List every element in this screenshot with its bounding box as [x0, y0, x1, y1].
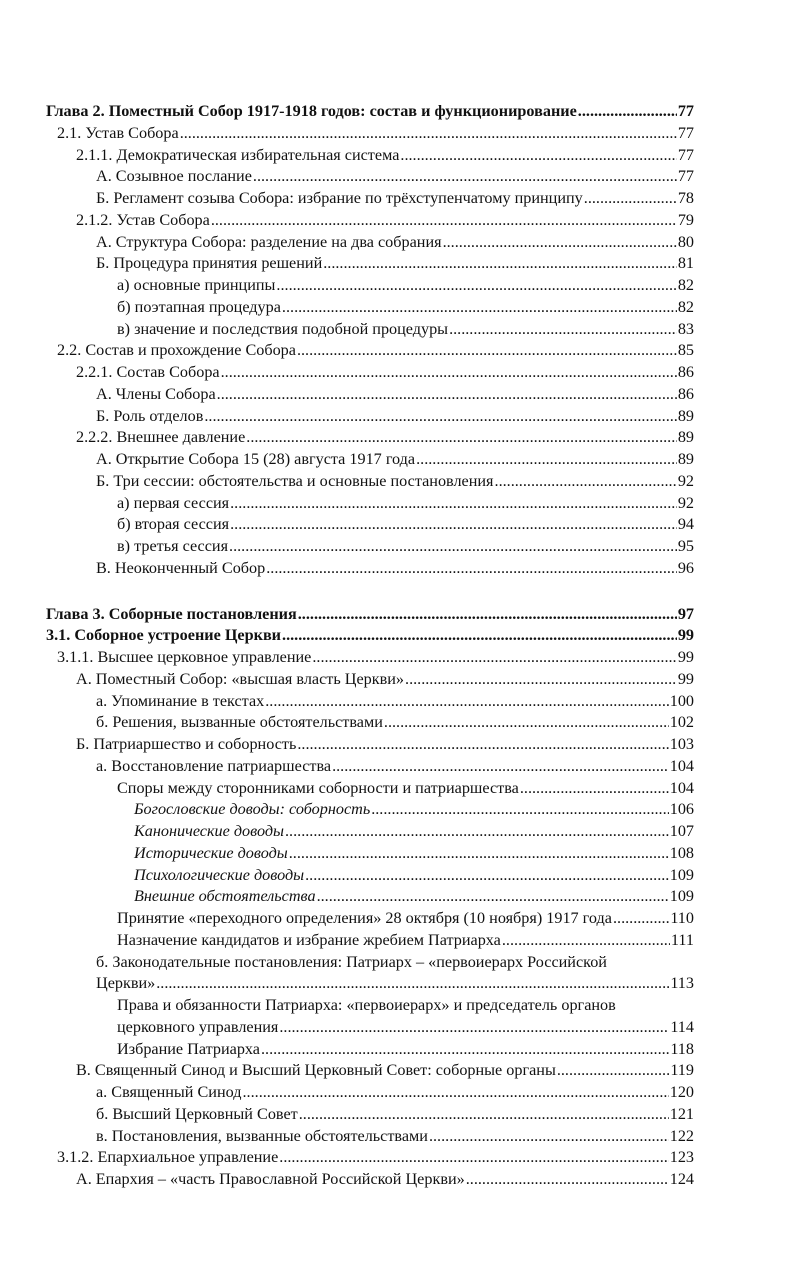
toc-entry-label: а) первая сессия [117, 493, 230, 512]
toc-entry-page: 113 [670, 974, 694, 993]
dot-leader [613, 908, 669, 930]
toc-entry [46, 319, 694, 341]
toc-entry [46, 691, 694, 713]
toc-entry-label-line2: церковного управления [117, 1017, 279, 1036]
toc-entry-page: 99 [677, 648, 694, 666]
dot-leader [243, 1082, 669, 1104]
toc-entry-label: 3.1.1. Высшее церковное управление [57, 648, 312, 666]
toc-entry-label: 3.1.2. Епархиальное управление [57, 1148, 279, 1167]
toc-entry-page: 99 [677, 669, 694, 688]
toc-entry-page: 104 [669, 778, 694, 797]
toc-entry-page: 77 [677, 145, 694, 164]
toc-entry-label: в) значение и последствия подобной процедуры [117, 319, 449, 338]
dot-leader [502, 930, 670, 952]
toc-entry-page: 83 [677, 319, 694, 338]
toc-entry-page: 92 [677, 471, 694, 490]
table-of-contents [46, 101, 694, 1191]
dot-leader [279, 1017, 669, 1039]
dot-leader [384, 712, 669, 734]
toc-entry-page: 119 [670, 1061, 694, 1080]
toc-entry-multiline [46, 952, 694, 996]
toc-entry-label: Б. Патриаршество и соборность [76, 735, 297, 753]
toc-entry-page: 114 [670, 1017, 694, 1036]
toc-entry-label: в) третья сессия [117, 537, 229, 555]
toc-entry [46, 253, 694, 275]
toc-entry-page: 99 [677, 626, 694, 645]
toc-entry-label: А. Созывное послание [96, 167, 252, 186]
toc-entry-label: Б. Три сессии: обстоятельства и основные постановления [96, 471, 494, 490]
toc-entry [46, 210, 694, 232]
toc-entry-label: б) вторая сессия [117, 515, 230, 534]
toc-entry-page: 110 [670, 909, 694, 927]
toc-entry-page: 100 [669, 691, 694, 710]
dot-leader [297, 340, 677, 362]
toc-entry-page: 94 [677, 515, 694, 534]
toc-entry-page: 77 [677, 123, 694, 142]
toc-entry [46, 843, 694, 865]
toc-entry-page: 92 [677, 493, 694, 512]
toc-entry [46, 188, 694, 210]
toc-entry [46, 101, 694, 123]
toc-entry-label: Б. Регламент созыва Собора: избрание по трёхступенчатому принципу [96, 189, 583, 207]
toc-entry-label: Б. Процедура принятия решений [96, 254, 323, 273]
dot-leader [323, 253, 677, 275]
toc-entry-label: Принятие «переходного определения» 28 октября (10 ноября) 1917 года [117, 909, 612, 927]
toc-entry [46, 1126, 694, 1148]
toc-entry-label: Глава 3. Соборные постановления [46, 604, 297, 623]
toc-entry-page: 109 [669, 865, 694, 884]
dot-leader [156, 973, 669, 995]
toc-entry-page: 81 [677, 254, 694, 273]
dot-leader [276, 275, 676, 297]
toc-entry-label-line1: Права и обязанности Патриарха: «первоиерарх» и председатель органов [117, 996, 616, 1014]
toc-entry-page: 111 [670, 930, 694, 949]
dot-leader [266, 558, 677, 580]
toc-entry-label: б. Решения, вызванные обстоятельствами [96, 713, 383, 732]
toc-entry-page: 85 [677, 341, 694, 360]
dot-leader [289, 843, 669, 865]
toc-entry [46, 471, 694, 493]
dot-leader [520, 778, 669, 800]
toc-entry-page: 77 [677, 167, 694, 186]
toc-entry-page: 107 [669, 822, 694, 840]
dot-leader [416, 449, 677, 471]
toc-entry [46, 536, 694, 558]
toc-entry-page: 96 [677, 558, 694, 577]
dot-leader [221, 362, 677, 384]
dot-leader [204, 406, 676, 428]
toc-entry-label: Избрание Патриарха [117, 1039, 260, 1058]
toc-entry [46, 166, 694, 188]
toc-entry-label: Исторические доводы [134, 843, 288, 862]
toc-entry [46, 123, 694, 145]
toc-entry-label: в. Постановления, вызванные обстоятельствами [96, 1126, 428, 1145]
toc-entry [46, 821, 694, 843]
toc-entry [96, 973, 694, 995]
toc-entry-label-line2: Церкви» [96, 974, 156, 993]
dot-leader [261, 1039, 669, 1061]
dot-leader [449, 319, 677, 341]
toc-entry [46, 712, 694, 734]
toc-entry-page: 124 [669, 1170, 694, 1188]
dot-leader [230, 514, 677, 536]
dot-leader [584, 188, 677, 210]
toc-entry [46, 275, 694, 297]
dot-leader [305, 865, 669, 887]
dot-leader [265, 691, 668, 713]
toc-entry [46, 865, 694, 887]
toc-entry-label: А. Поместный Собор: «высшая власть Церкви» [76, 669, 405, 688]
toc-entry-label: а) основные принципы [117, 276, 276, 294]
toc-entry-page: 106 [669, 800, 694, 819]
toc-entry-label: 3.1. Соборное устроение Церкви [46, 626, 282, 645]
toc-entry [46, 384, 694, 406]
toc-entry [46, 778, 694, 800]
toc-entry-page: 86 [677, 363, 694, 381]
toc-entry-page: 78 [677, 189, 694, 207]
toc-entry-label: А. Структура Собора: разделение на два собрания [96, 232, 442, 251]
toc-entry [46, 1104, 694, 1126]
toc-entry [46, 449, 694, 471]
toc-entry-label: 2.2. Состав и прохождение Собора [57, 341, 296, 360]
toc-entry-label: Глава 2. Поместный Собор 1917-1918 годов: состав и функционирование [46, 102, 577, 120]
toc-entry-page: 89 [677, 450, 694, 468]
chapter-2-section [46, 101, 694, 580]
toc-entry-page: 103 [669, 735, 694, 753]
toc-entry-label: А. Члены Собора [96, 384, 216, 403]
toc-entry-label: Назначение кандидатов и избрание жребием Патриарха [117, 930, 501, 949]
toc-entry-page: 82 [677, 276, 694, 294]
toc-entry-page: 89 [677, 406, 694, 425]
toc-entry [46, 406, 694, 428]
toc-entry [46, 669, 694, 691]
dot-leader [282, 625, 677, 647]
toc-entry [46, 1082, 694, 1104]
dot-leader [253, 166, 677, 188]
dot-leader [211, 210, 677, 232]
toc-entry-page: 89 [677, 428, 694, 447]
toc-entry [46, 647, 694, 669]
dot-leader [285, 821, 669, 843]
toc-entry-label: Б. Роль отделов [96, 406, 204, 425]
toc-entry-label: Канонические доводы [134, 822, 284, 840]
toc-entry-label-line1: б. Законодательные постановления: Патриарх – «первоиерарх Российской [96, 952, 607, 971]
toc-entry-label: 2.1. Устав Собора [57, 123, 179, 142]
toc-entry [46, 514, 694, 536]
toc-entry [46, 427, 694, 449]
toc-entry-label: А. Открытие Собора 15 (28) августа 1917 года [96, 450, 416, 468]
toc-entry-label: 2.2.1. Состав Собора [76, 363, 220, 381]
toc-entry-label: Внешние обстоятельства [134, 887, 316, 906]
toc-entry [46, 930, 694, 952]
dot-leader [297, 734, 668, 756]
toc-entry [46, 1039, 694, 1061]
toc-entry-label: А. Епархия – «часть Православной Российской Церкви» [76, 1170, 465, 1188]
toc-entry [46, 340, 694, 362]
toc-entry-page: 120 [669, 1083, 694, 1101]
dot-leader [405, 669, 677, 691]
toc-entry-label: б) поэтапная процедура [117, 297, 281, 316]
dot-leader [317, 886, 669, 908]
toc-entry-label: Споры между сторонниками соборности и патриаршества [117, 778, 519, 797]
dot-leader [466, 1169, 669, 1191]
toc-entry [46, 604, 694, 626]
toc-entry-label: а. Восстановление патриаршества [96, 756, 332, 775]
toc-entry [46, 886, 694, 908]
toc-entry-page: 123 [669, 1148, 694, 1167]
toc-entry-page: 118 [670, 1039, 694, 1058]
toc-entry [46, 362, 694, 384]
toc-entry [46, 625, 694, 647]
dot-leader [229, 536, 677, 558]
dot-leader [312, 647, 676, 669]
toc-entry-page: 121 [669, 1104, 694, 1123]
toc-entry-label: Психологические доводы [134, 865, 305, 884]
toc-entry [46, 232, 694, 254]
toc-entry-label: 2.1.2. Устав Собора [76, 210, 210, 229]
toc-entry-page: 79 [677, 210, 694, 229]
toc-entry [46, 734, 694, 756]
toc-entry [46, 493, 694, 515]
toc-entry-page: 86 [677, 384, 694, 403]
toc-entry-label: а. Упоминание в текстах [96, 691, 265, 710]
toc-entry-multiline [46, 995, 694, 1039]
dot-leader [217, 384, 677, 406]
toc-entry-page: 104 [669, 756, 694, 775]
toc-entry-page: 102 [669, 713, 694, 732]
dot-leader [279, 1147, 668, 1169]
dot-leader [282, 297, 677, 319]
toc-entry-page: 95 [677, 537, 694, 555]
toc-entry [46, 756, 694, 778]
toc-entry [46, 558, 694, 580]
dot-leader [180, 123, 677, 145]
toc-entry-label: а. Священный Синод [96, 1083, 242, 1101]
toc-entry-label: 2.2.2. Внешнее давление [76, 428, 246, 447]
toc-entry-page: 82 [677, 297, 694, 316]
dot-leader [299, 1104, 669, 1126]
toc-entry-label: 2.1.1. Демократическая избирательная система [76, 145, 400, 164]
dot-leader [230, 493, 677, 515]
toc-entry [46, 799, 694, 821]
toc-entry-label: б. Высший Церковный Совет [96, 1104, 298, 1123]
dot-leader [578, 101, 677, 123]
toc-entry [46, 1060, 694, 1082]
toc-entry-label: В. Священный Синод и Высший Церковный Совет: соборные органы [76, 1061, 556, 1080]
dot-leader [298, 604, 677, 626]
toc-entry-page: 108 [669, 843, 694, 862]
dot-leader [332, 756, 669, 778]
dot-leader [443, 232, 677, 254]
dot-leader [371, 799, 669, 821]
dot-leader [495, 471, 677, 493]
toc-entry-label: В. Неоконченный Собор [96, 558, 266, 577]
dot-leader [400, 145, 676, 167]
toc-entry [46, 1147, 694, 1169]
toc-entry-page: 77 [677, 102, 694, 120]
toc-entry [46, 145, 694, 167]
toc-entry-page: 80 [677, 232, 694, 251]
toc-entry-label: Богословские доводы: соборность [134, 800, 371, 819]
chapter-3-section-continued [46, 1039, 694, 1191]
toc-entry-page: 122 [669, 1126, 694, 1145]
dot-leader [429, 1126, 669, 1148]
chapter-3-section [46, 604, 694, 952]
toc-entry-page: 97 [677, 604, 694, 623]
dot-leader [246, 427, 677, 449]
toc-entry-page: 109 [669, 887, 694, 906]
toc-entry [46, 1169, 694, 1191]
toc-entry [46, 297, 694, 319]
dot-leader [557, 1060, 669, 1082]
toc-entry [117, 1017, 694, 1039]
toc-entry [46, 908, 694, 930]
section-gap [46, 580, 694, 604]
